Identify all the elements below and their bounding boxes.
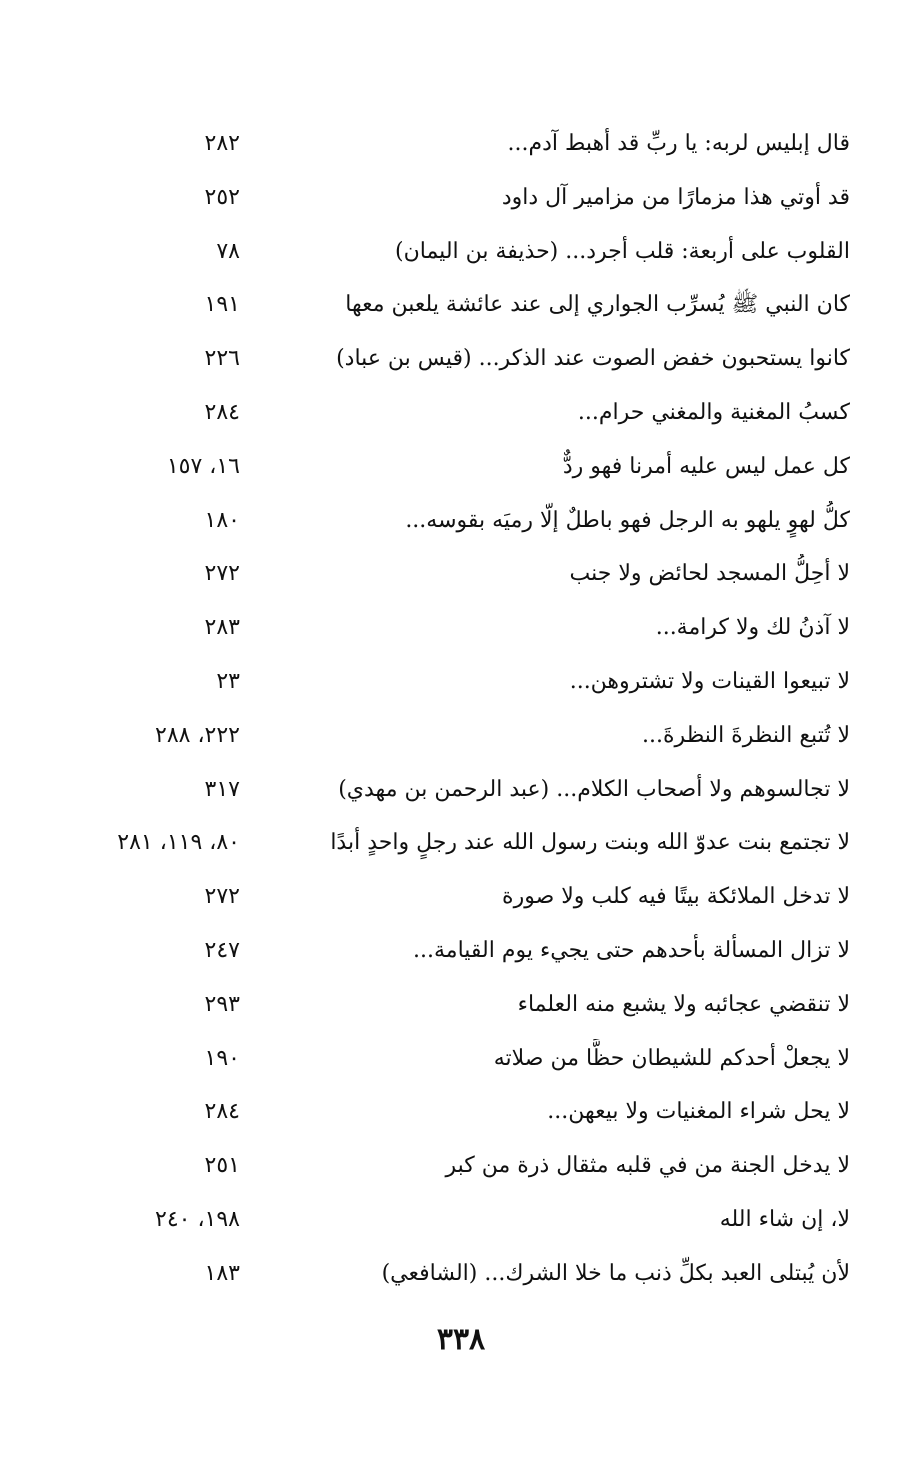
entry-text: القلوب على أربعة: قلب أجرد... (حذيفة بن اليمان) bbox=[395, 238, 850, 264]
entry-text: لا، إن شاء الله bbox=[719, 1206, 850, 1232]
entry-page-refs: ٢٢٦ bbox=[204, 346, 240, 372]
index-entry bbox=[60, 979, 850, 1033]
index-entry bbox=[60, 1194, 850, 1248]
entry-page-refs: ١٦، ١٥٧ bbox=[166, 453, 240, 479]
entry-text: كسبُ المغنية والمغني حرام... bbox=[577, 399, 850, 425]
entry-text: كانوا يستحبون خفض الصوت عند الذكر... (قيس بن عباد) bbox=[336, 346, 850, 372]
index-entry bbox=[60, 441, 850, 495]
entry-page-refs: ٢٧٢ bbox=[204, 561, 240, 587]
entry-text: لا تزال المسألة بأحدهم حتى يجيء يوم القيامة... bbox=[413, 937, 850, 963]
index-entry bbox=[60, 710, 850, 764]
entry-text: لا يدخل الجنة من في قلبه مثقال ذرة من كبر bbox=[445, 1153, 850, 1179]
index-entry bbox=[60, 387, 850, 441]
index-entry bbox=[60, 602, 850, 656]
index-entry bbox=[60, 495, 850, 549]
entry-page-refs: ٨٠، ١١٩، ٢٨١ bbox=[117, 830, 240, 856]
index-entry bbox=[60, 817, 850, 871]
entry-page-refs: ١٨٠ bbox=[204, 507, 240, 533]
entry-page-refs: ١٩١ bbox=[204, 292, 240, 318]
entry-text: لا آذنُ لك ولا كرامة... bbox=[655, 615, 850, 641]
entry-page-refs: ٢٨٢ bbox=[204, 131, 240, 156]
index-entry bbox=[60, 118, 850, 172]
entry-text: كل عمل ليس عليه أمرنا فهو ردٌّ bbox=[562, 453, 850, 479]
index-entry bbox=[60, 656, 850, 710]
entry-text: لا تجتمع بنت عدوّ الله وبنت رسول الله عند رجلٍ واحدٍ أبدًا bbox=[330, 830, 850, 856]
page-number: ٣٣٨ bbox=[436, 1322, 486, 1357]
entry-page-refs: ٢٥٢ bbox=[204, 184, 240, 210]
entry-text: لا يحل شراء المغنيات ولا بيعهن... bbox=[547, 1099, 850, 1125]
entry-page-refs: ٢٤٧ bbox=[204, 937, 240, 963]
entry-page-refs: ٣١٧ bbox=[204, 776, 240, 802]
entry-page-refs: ١٩٠ bbox=[204, 1045, 240, 1071]
entry-page-refs: ٢٨٣ bbox=[204, 615, 240, 641]
entry-text: قد أوتي هذا مزمارًا من مزامير آل داود bbox=[501, 184, 850, 210]
entry-text: لا تنقضي عجائبه ولا يشبع منه العلماء bbox=[517, 991, 850, 1017]
entry-page-refs: ٢٨٤ bbox=[204, 399, 240, 425]
index-entry bbox=[60, 226, 850, 280]
entry-page-refs: ١٩٨، ٢٤٠ bbox=[155, 1206, 240, 1232]
entry-text: كان النبي ﷺ يُسرِّب الجواري إلى عند عائشة يلعبن معها bbox=[345, 292, 850, 318]
entry-text: لا تُتبع النظرةَ النظرةَ... bbox=[642, 722, 850, 748]
index-entry bbox=[60, 172, 850, 226]
index-entry bbox=[60, 548, 850, 602]
entry-text: لا يجعلْ أحدكم للشيطان حظًّا من صلاته bbox=[493, 1045, 850, 1071]
entry-page-refs: ٢٢٢، ٢٨٨ bbox=[155, 722, 240, 748]
index-entry bbox=[60, 925, 850, 979]
entry-text: لا تبيعوا القينات ولا تشتروهن... bbox=[569, 668, 850, 694]
index-entry bbox=[60, 1033, 850, 1087]
index-entry bbox=[60, 1248, 850, 1302]
entry-page-refs: ٢٩٣ bbox=[204, 991, 240, 1017]
entry-page-refs: ٢٣ bbox=[216, 668, 240, 694]
entry-page-refs: ٢٥١ bbox=[204, 1153, 240, 1179]
index-entry bbox=[60, 764, 850, 818]
entry-page-refs: ٢٧٢ bbox=[204, 884, 240, 910]
index-entry bbox=[60, 279, 850, 333]
entry-text: لأن يُبتلى العبد بكلِّ ذنب ما خلا الشرك... (الشافعي) bbox=[381, 1260, 850, 1286]
entry-text: قال إبليس لربه: يا ربِّ قد أهبط آدم... bbox=[507, 131, 850, 156]
index-entry bbox=[60, 1086, 850, 1140]
entry-text: كلُّ لهوٍ يلهو به الرجل فهو باطلٌ إلّا رميَه بقوسه... bbox=[405, 507, 850, 533]
index-entry bbox=[60, 871, 850, 925]
entry-text: لا تجالسوهم ولا أصحاب الكلام... (عبد الرحمن بن مهدي) bbox=[338, 776, 850, 802]
index-entry bbox=[60, 1140, 850, 1194]
entry-page-refs: ١٨٣ bbox=[204, 1260, 240, 1286]
entry-text: لا تدخل الملائكة بيتًا فيه كلب ولا صورة bbox=[502, 884, 850, 910]
entry-page-refs: ٧٨ bbox=[216, 238, 240, 264]
hadith-index-list bbox=[60, 118, 850, 1302]
entry-page-refs: ٢٨٤ bbox=[204, 1099, 240, 1125]
index-entry bbox=[60, 333, 850, 387]
entry-text: لا أحِلُّ المسجد لحائض ولا جنب bbox=[569, 561, 850, 587]
